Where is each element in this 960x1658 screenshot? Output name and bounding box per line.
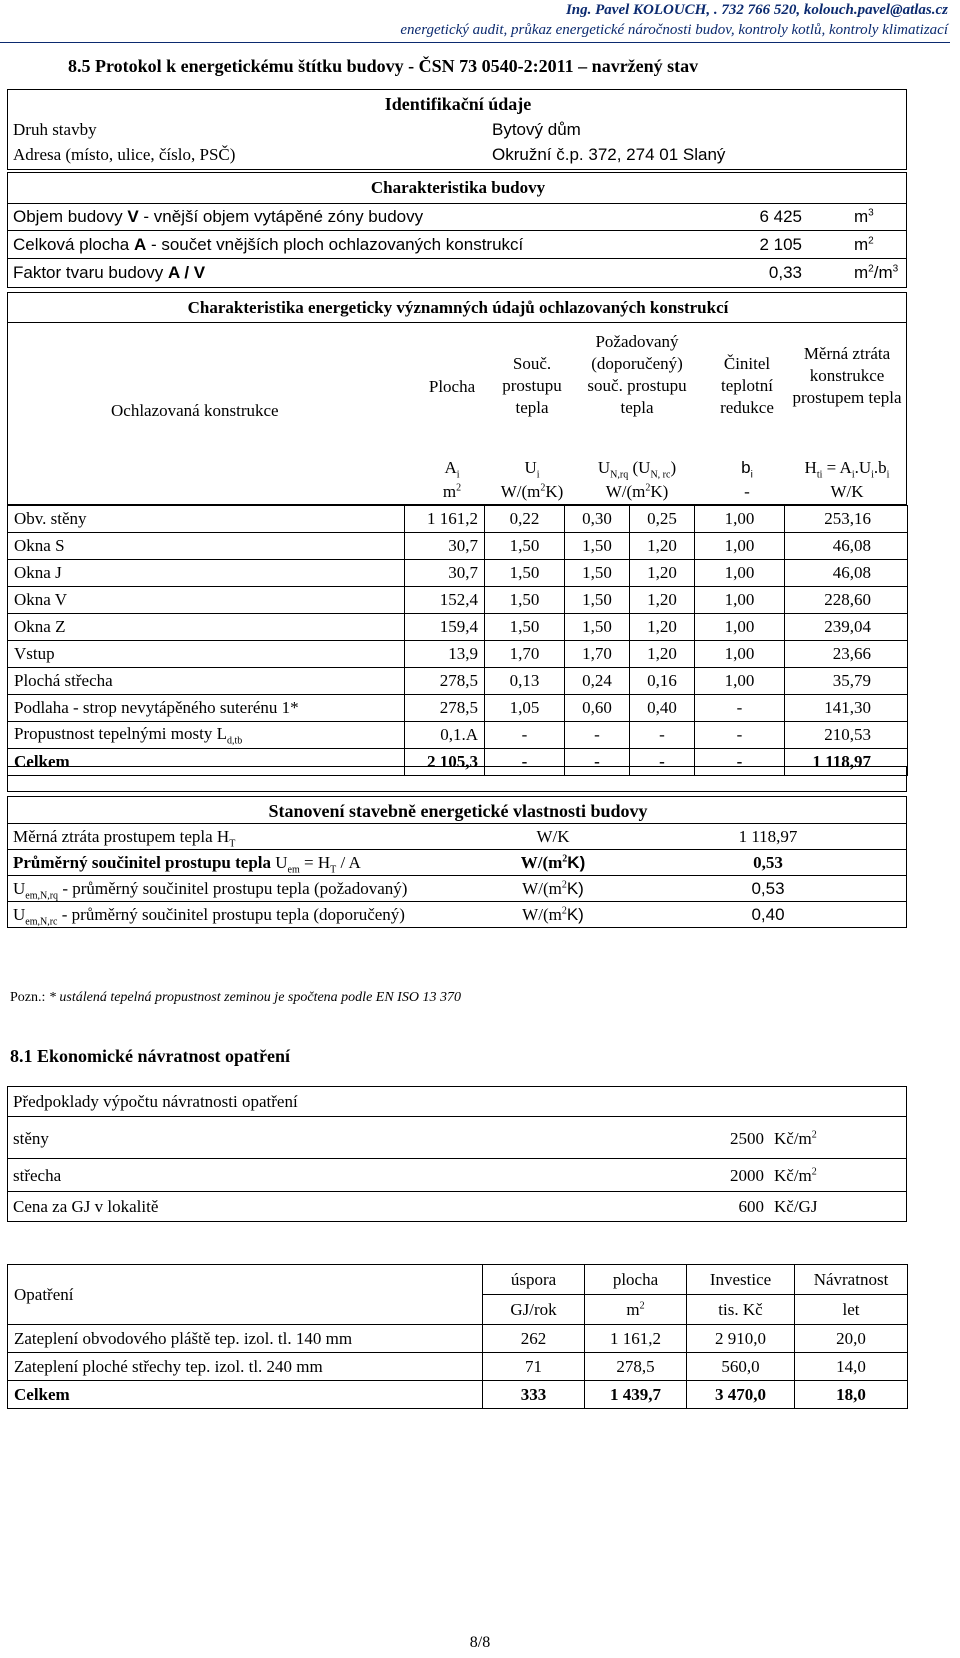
konstrukce-name: Podlaha - strop nevytápěného suterénu 1* xyxy=(8,695,405,722)
konstrukce-h: 228,60 xyxy=(785,587,908,614)
stanoveni-box xyxy=(7,796,907,928)
stan-r3-value: 0,53 xyxy=(751,879,785,898)
konstrukce-u: - xyxy=(485,722,565,749)
unit-u: $W/(m^2K)$ xyxy=(500,482,564,501)
konstrukce-row xyxy=(8,722,908,749)
opatreni-u-navratnost: let xyxy=(795,1295,908,1325)
stan-r1-unit: W/K xyxy=(536,827,570,846)
konstrukce-b: 1,00 xyxy=(695,506,785,533)
ident-value-adresa: Okružní č.p. 372, 274 01 Slaný xyxy=(492,145,726,164)
opatreni-navratnost: 18,0 xyxy=(795,1381,908,1409)
opatreni-uspora: 333 xyxy=(483,1381,585,1409)
konstrukce-rc: 0,16 xyxy=(630,668,695,695)
opatreni-u-uspora: GJ/rok xyxy=(483,1295,585,1325)
plocha-value: 2 105 xyxy=(759,235,802,254)
stan-r3-unit: $W/(m^2K)$ xyxy=(522,879,584,898)
header-divider xyxy=(0,42,950,43)
konstrukce-h: 23,66 xyxy=(785,641,908,668)
opatreni-name: Celkem xyxy=(8,1381,483,1409)
konstrukce-b: - xyxy=(695,695,785,722)
ident-label-adresa: Adresa (místo, ulice, číslo, PSČ) xyxy=(13,145,236,164)
predp-steny-unit: $Kč/m^2$ xyxy=(774,1129,817,1148)
konstrukce-plocha: 30,7 xyxy=(405,560,485,587)
konstrukce-h: 46,08 xyxy=(785,533,908,560)
stan-r2-label: Průměrný součinitel prostupu tepla $U_{em} = H_T / A$ xyxy=(13,853,361,876)
konstrukce-plocha: 1 161,2 xyxy=(405,506,485,533)
konstrukce-name: Celkem xyxy=(8,749,405,776)
opatreni-uspora: 262 xyxy=(483,1325,585,1353)
konstrukce-rq: 1,50 xyxy=(565,587,630,614)
konstrukce-b: 1,00 xyxy=(695,641,785,668)
konstrukce-rc: 0,25 xyxy=(630,506,695,533)
konstrukce-plocha: 152,4 xyxy=(405,587,485,614)
konstrukce-row xyxy=(8,533,908,560)
konstrukce-plocha: 0,1.A xyxy=(405,722,485,749)
ident-label-druh: Druh stavby xyxy=(13,120,97,139)
konstrukce-plocha: 159,4 xyxy=(405,614,485,641)
opatreni-navratnost: 14,0 xyxy=(795,1353,908,1381)
konstrukce-plocha: 278,5 xyxy=(405,695,485,722)
predp-strecha-value: 2000 xyxy=(730,1166,764,1185)
stan-r3-label: $U_{em,N,rq}$ - průměrný součinitel prostupu tepla (požadovaný) xyxy=(13,879,408,902)
konstrukce-rq: 0,24 xyxy=(565,668,630,695)
opatreni-plocha: 1 439,7 xyxy=(585,1381,687,1409)
konstrukce-rq: - xyxy=(565,749,630,776)
konstrukce-u: 0,22 xyxy=(485,506,565,533)
col-pozadovany: Požadovaný (doporučený) souč. prostupu tepla xyxy=(587,332,687,417)
konstrukce-rc: - xyxy=(630,749,695,776)
stan-r1-value: 1 118,97 xyxy=(738,827,798,846)
sym-h: $H_{ti} = A_i.U_i.b_i$ xyxy=(804,458,890,481)
opatreni-plocha: 1 161,2 xyxy=(585,1325,687,1353)
konstrukce-row xyxy=(8,506,908,533)
plocha-unit: $m^2$ xyxy=(854,235,874,254)
konstrukce-h: 46,08 xyxy=(785,560,908,587)
konstrukce-b: 1,00 xyxy=(695,560,785,587)
opatreni-h-navratnost: Návratnost xyxy=(795,1265,908,1295)
ident-box xyxy=(7,89,907,170)
konstrukce-table xyxy=(7,505,908,776)
konstrukce-rq: 1,50 xyxy=(565,560,630,587)
predpoklady-title: Předpoklady výpočtu návratnosti opatření xyxy=(13,1092,298,1111)
konstrukce-rq: 1,70 xyxy=(565,641,630,668)
opatreni-u-plocha: $m^2$ xyxy=(585,1295,687,1325)
faktor-label: Faktor tvaru budovy A / V xyxy=(13,263,206,282)
predp-steny-value: 2500 xyxy=(730,1129,764,1148)
konstrukce-name: Obv. stěny xyxy=(8,506,405,533)
konstrukce-u: 0,13 xyxy=(485,668,565,695)
konstrukce-u: 1,50 xyxy=(485,560,565,587)
konstrukce-rq: - xyxy=(565,722,630,749)
konstrukce-rc: 1,20 xyxy=(630,533,695,560)
konstrukce-b: 1,00 xyxy=(695,533,785,560)
konstrukce-u: - xyxy=(485,749,565,776)
konstrukce-h: 253,16 xyxy=(785,506,908,533)
konstrukce-h: 141,30 xyxy=(785,695,908,722)
konstrukce-rq: 1,50 xyxy=(565,533,630,560)
opatreni-navratnost: 20,0 xyxy=(795,1325,908,1353)
konstrukce-u: 1,50 xyxy=(485,587,565,614)
charakteristika-box xyxy=(7,172,907,288)
konstrukce-h: 1 118,97 xyxy=(785,749,908,776)
konstrukce-name: Okna V xyxy=(8,587,405,614)
opatreni-investice: 560,0 xyxy=(687,1353,795,1381)
stan-r2-unit: $W/(m^2K)$ xyxy=(520,853,586,872)
opatreni-name: Zateplení ploché střechy tep. izol. tl. 240 mm xyxy=(8,1353,483,1381)
konstrukce-b: - xyxy=(695,749,785,776)
charakteristika-title: Charakteristika budovy xyxy=(370,178,546,197)
ident-value-druh: Bytový dům xyxy=(492,120,581,139)
konstrukce-name: Okna Z xyxy=(8,614,405,641)
opatreni-h-uspora: úspora xyxy=(483,1265,585,1295)
col-souc: Souč. prostupu tepla xyxy=(502,354,562,417)
predpoklady-box xyxy=(7,1086,907,1222)
spacer-box xyxy=(7,766,907,792)
opatreni-investice: 3 470,0 xyxy=(687,1381,795,1409)
objem-unit: $m^3$ xyxy=(854,207,874,226)
konstrukce-u: 1,05 xyxy=(485,695,565,722)
predp-gj-value: 600 xyxy=(738,1197,764,1216)
stan-r1-label: Měrná ztráta prostupem tepla $H_T$ xyxy=(13,827,236,850)
konstrukce-rc: 0,40 xyxy=(630,695,695,722)
konstrukce-row xyxy=(8,614,908,641)
konstrukce-plocha: 2 105,3 xyxy=(405,749,485,776)
opatreni-row xyxy=(8,1353,908,1381)
konstrukce-name: Okna J xyxy=(8,560,405,587)
sym-u: $U_i$ xyxy=(524,458,540,481)
sym-un: $U_{N,rq}$ $(U_{N, rc})$ xyxy=(597,458,677,481)
konstrukce-b: 1,00 xyxy=(695,587,785,614)
opatreni-total-row xyxy=(8,1381,908,1409)
unit-un: $W/(m^2K)$ xyxy=(605,482,669,501)
konstrukce-name: Plochá střecha xyxy=(8,668,405,695)
col-plocha: Plocha xyxy=(428,377,476,396)
stan-r2-value: 0,53 xyxy=(753,853,783,872)
konstrukce-rq: 0,60 xyxy=(565,695,630,722)
konstrukce-h: 210,53 xyxy=(785,722,908,749)
page-number: 8/8 xyxy=(469,1634,491,1651)
predp-gj-label: Cena za GJ v lokalitě xyxy=(13,1197,159,1216)
opatreni-plocha: 278,5 xyxy=(585,1353,687,1381)
objem-value: 6 425 xyxy=(759,207,802,226)
faktor-unit: $m^2/m^3$ xyxy=(854,263,899,282)
predp-strecha-label: střecha xyxy=(13,1166,62,1185)
konstrukce-name: Okna S xyxy=(8,533,405,560)
konstrukce-rq: 0,30 xyxy=(565,506,630,533)
col-merna: Měrná ztráta konstrukce prostupem tepla xyxy=(792,344,902,407)
konstrukce-h: 35,79 xyxy=(785,668,908,695)
section-title: 8.5 Protokol k energetickému štítku budovy - ČSN 73 0540-2:2011 – navržený stav xyxy=(68,56,699,76)
plocha-label: Celková plocha A - součet vnějších ploch ochlazovaných konstrukcí xyxy=(13,235,524,254)
konstrukce-row xyxy=(8,668,908,695)
konstrukce-rc: 1,20 xyxy=(630,614,695,641)
ident-title: Identifikační údaje xyxy=(384,94,532,114)
unit-b: - xyxy=(744,482,750,501)
konstrukce-name: Propustnost tepelnými mosty $L_{d,tb}$ xyxy=(8,722,405,749)
konstrukce-u: 1,50 xyxy=(485,533,565,560)
konstrukce-header-box xyxy=(7,292,907,505)
col-cinitel: Činitel teplotní redukce xyxy=(720,354,774,417)
konstrukce-u: 1,50 xyxy=(485,614,565,641)
konstrukce-row xyxy=(8,641,908,668)
stanoveni-title: Stanovení stavebně energetické vlastnosti budovy xyxy=(268,801,648,821)
konstrukce-b: 1,00 xyxy=(695,614,785,641)
col-ochlazovana: Ochlazovaná konstrukce xyxy=(111,401,279,420)
opatreni-table xyxy=(7,1264,908,1409)
footnote: Pozn.: * ustálená tepelná propustnost zeminou je spočtena podle EN ISO 13 370 xyxy=(10,990,461,1005)
opatreni-h-plocha: plocha xyxy=(585,1265,687,1295)
opatreni-col-name: Opatření xyxy=(8,1265,483,1325)
konstrukce-rc: 1,20 xyxy=(630,560,695,587)
konstrukce-rc: 1,20 xyxy=(630,587,695,614)
predp-strecha-unit: $Kč/m^2$ xyxy=(774,1166,817,1185)
konstrukce-row xyxy=(8,587,908,614)
konstrukce-title: Charakteristika energeticky významných údajů ochlazovaných konstrukcí xyxy=(187,298,729,317)
faktor-value: 0,33 xyxy=(768,263,802,282)
opatreni-investice: 2 910,0 xyxy=(687,1325,795,1353)
konstrukce-rc: - xyxy=(630,722,695,749)
unit-h: W/K xyxy=(830,482,864,501)
konstrukce-plocha: 30,7 xyxy=(405,533,485,560)
opatreni-h-investice: Investice xyxy=(687,1265,795,1295)
stan-r4-unit: $W/(m^2K)$ xyxy=(522,905,584,924)
stan-r4-value: 0,40 xyxy=(751,905,785,924)
opatreni-uspora: 71 xyxy=(483,1353,585,1381)
sym-a: $A_i$ xyxy=(444,458,460,481)
konstrukce-b: - xyxy=(695,722,785,749)
konstrukce-row xyxy=(8,560,908,587)
stan-r4-label: $U_{em,N,rc}$ - průměrný součinitel prostupu tepla (doporučený) xyxy=(13,905,405,928)
predp-gj-unit: Kč/GJ xyxy=(774,1197,818,1216)
opatreni-row xyxy=(8,1325,908,1353)
opatreni-u-investice: tis. Kč xyxy=(687,1295,795,1325)
konstrukce-b: 1,00 xyxy=(695,668,785,695)
konstrukce-plocha: 13,9 xyxy=(405,641,485,668)
opatreni-name: Zateplení obvodového pláště tep. izol. tl. 140 mm xyxy=(8,1325,483,1353)
konstrukce-rq: 1,50 xyxy=(565,614,630,641)
konstrukce-name: Vstup xyxy=(8,641,405,668)
header-author: Ing. Pavel KOLOUCH, . 732 766 520, kolouch.pavel@atlas.cz xyxy=(565,2,948,18)
konstrukce-h: 239,04 xyxy=(785,614,908,641)
section2-title: 8.1 Ekonomické návratnost opatření xyxy=(10,1046,291,1066)
konstrukce-u: 1,70 xyxy=(485,641,565,668)
konstrukce-row xyxy=(8,695,908,722)
konstrukce-rc: 1,20 xyxy=(630,641,695,668)
konstrukce-plocha: 278,5 xyxy=(405,668,485,695)
header-services: energetický audit, průkaz energetické náročnosti budov, kontroly kotlů, kontroly klimatizací xyxy=(400,22,948,38)
sym-b: $b_i$ xyxy=(741,458,753,481)
predp-steny-label: stěny xyxy=(13,1129,49,1148)
unit-a: $m^2$ xyxy=(442,482,462,501)
objem-label: Objem budovy V - vnější objem vytápěné zóny budovy xyxy=(13,207,424,226)
